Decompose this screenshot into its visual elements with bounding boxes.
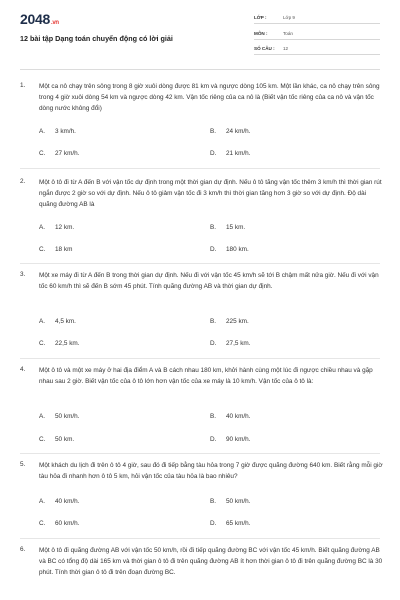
option-d[interactable] bbox=[210, 150, 251, 157]
meta-subject-value: Toán bbox=[283, 31, 293, 36]
option-text: 27,5 km. bbox=[226, 340, 251, 347]
option-c[interactable] bbox=[39, 150, 80, 157]
question-separator bbox=[20, 453, 380, 454]
option-label: A. bbox=[39, 413, 46, 420]
option-text: 18 km bbox=[55, 246, 73, 253]
option-text: 225 km. bbox=[226, 318, 249, 325]
option-text: 50 km/h. bbox=[55, 413, 80, 420]
option-label: B. bbox=[210, 128, 217, 135]
option-label: C. bbox=[39, 150, 46, 157]
option-label: A. bbox=[39, 128, 46, 135]
question-text: Một ô tô đi quãng đường AB với vận tốc 50 km/h, rồi đi tiếp quãng đường BC với vận tốc 45 km/h. Biết quãng đường AB và BC có tổng độ dài 165 km và thời gian ô tô đi trên quãng đường AB ít hơn thời gian ô tô đi trên quãng đường BC là 30 phút. Tính thời gian ô tô đi trên đoạn đường BC. bbox=[39, 547, 383, 576]
option-c[interactable] bbox=[39, 520, 80, 527]
option-d[interactable] bbox=[210, 246, 249, 253]
question-text: Một ô tô đi từ A đến B với vận tốc dự định trong một thời gian dự định. Nếu ô tô tăng vận tốc thêm 3 km/h thì thời gian rút ngắn được 2 giờ so với dự định. Nếu ô tô giảm vận tốc đi 3 km/h thì thời gian tăng hơn 3 giờ so với dự định. Độ dài quãng đường AB là bbox=[39, 179, 382, 208]
option-text: 60 km/h. bbox=[55, 520, 80, 527]
option-text: 21 km/h. bbox=[226, 150, 251, 157]
logo-text: 2048 bbox=[20, 11, 50, 27]
option-label: D. bbox=[210, 520, 217, 527]
question-number: 2. bbox=[20, 178, 26, 185]
option-label: C. bbox=[39, 246, 46, 253]
question-separator bbox=[20, 358, 380, 359]
logo-suffix: .vn bbox=[50, 20, 59, 26]
option-d[interactable] bbox=[210, 436, 251, 443]
option-text: 15 km. bbox=[226, 224, 246, 231]
question-number: 1. bbox=[20, 82, 26, 89]
option-label: B. bbox=[210, 318, 217, 325]
option-text: 90 km/h. bbox=[226, 436, 251, 443]
option-text: 50 km/h. bbox=[226, 498, 251, 505]
meta-class-value: Lớp 9 bbox=[283, 15, 295, 20]
option-text: 50 km. bbox=[55, 436, 75, 443]
question-separator bbox=[20, 168, 380, 169]
question-number: 5. bbox=[20, 461, 26, 468]
page-title: 12 bài tập Dạng toán chuyển động có lời giải bbox=[20, 34, 173, 43]
meta-subject-label: MÔN : bbox=[254, 31, 268, 36]
question-number: 3. bbox=[20, 271, 26, 278]
meta-count-value: 12 bbox=[283, 46, 289, 51]
option-label: C. bbox=[39, 520, 46, 527]
option-label: B. bbox=[210, 413, 217, 420]
option-label: A. bbox=[39, 224, 46, 231]
option-label: D. bbox=[210, 150, 217, 157]
option-d[interactable] bbox=[210, 340, 251, 347]
option-d[interactable] bbox=[210, 520, 251, 527]
option-label: A. bbox=[39, 498, 46, 505]
option-text: 22,5 km. bbox=[55, 340, 80, 347]
option-text: 27 km/h. bbox=[55, 150, 80, 157]
option-label: B. bbox=[210, 224, 217, 231]
meta-count-label: SỐ CÂU : bbox=[254, 46, 275, 51]
question-number: 4. bbox=[20, 366, 26, 373]
question-separator bbox=[20, 538, 380, 539]
option-text: 12 km. bbox=[55, 224, 75, 231]
question-separator bbox=[20, 263, 380, 264]
option-b[interactable] bbox=[210, 498, 251, 505]
option-c[interactable] bbox=[39, 246, 72, 253]
option-a[interactable] bbox=[39, 128, 76, 135]
option-label: D. bbox=[210, 436, 217, 443]
question-text: Một xe máy đi từ A đến B trong thời gian dự định. Nếu đi với vận tốc 45 km/h sẽ tới B chậm mất nửa giờ. Nếu đi với vận tốc 60 km/h thì sẽ đến B sớm 45 phút. Tính quãng đường AB và thời gian dự định. bbox=[39, 272, 379, 290]
question-number: 6. bbox=[20, 546, 26, 553]
option-a[interactable] bbox=[39, 413, 80, 420]
question-text: Một ca nô chạy trên sông trong 8 giờ xuôi dòng được 81 km và ngược dòng 105 km. Một lần khác, ca nô chạy trên sông trong 4 giờ xuôi dòng 54 km và ngược dòng 42 km. Vận tốc riêng của ca nô là (Biết vận tốc riêng của ca nô và vận tốc dòng nước không đổi) bbox=[39, 83, 380, 112]
option-label: B. bbox=[210, 498, 217, 505]
option-b[interactable] bbox=[210, 413, 251, 420]
option-text: 40 km/h. bbox=[55, 498, 80, 505]
option-text: 180 km. bbox=[226, 246, 249, 253]
option-text: 3 km/h. bbox=[55, 128, 76, 135]
option-b[interactable] bbox=[210, 224, 245, 231]
option-label: D. bbox=[210, 246, 217, 253]
option-text: 40 km/h. bbox=[226, 413, 251, 420]
option-a[interactable] bbox=[39, 498, 80, 505]
option-label: D. bbox=[210, 340, 217, 347]
meta-class-label: LỚP : bbox=[254, 15, 267, 20]
option-label: A. bbox=[39, 318, 46, 325]
option-a[interactable] bbox=[39, 318, 76, 325]
option-text: 4,5 km. bbox=[55, 318, 76, 325]
question-text: Một khách du lịch đi trên ô tô 4 giờ, sau đó đi tiếp bằng tàu hỏa trong 7 giờ được quãng đường 640 km. Biết rằng mỗi giờ tàu hỏa đi nhanh hơn ô tô 5 km, hỏi vận tốc của tàu hỏa là bao nhiêu? bbox=[39, 462, 383, 480]
option-text: 65 km/h. bbox=[226, 520, 251, 527]
question-text: Một ô tô và một xe máy ở hai địa điểm A và B cách nhau 180 km, khởi hành cùng một lúc đi ngược chiều nhau và gặp nhau sau 2 giờ. Biết vận tốc của ô tô lớn hơn vận tốc của xe máy là 10 km/h. Vận tốc của ô tô là: bbox=[39, 367, 373, 385]
option-text: 24 km/h. bbox=[226, 128, 251, 135]
option-b[interactable] bbox=[210, 318, 249, 325]
option-a[interactable] bbox=[39, 224, 74, 231]
option-c[interactable] bbox=[39, 340, 80, 347]
option-c[interactable] bbox=[39, 436, 74, 443]
option-label: C. bbox=[39, 436, 46, 443]
option-label: C. bbox=[39, 340, 46, 347]
option-b[interactable] bbox=[210, 128, 251, 135]
